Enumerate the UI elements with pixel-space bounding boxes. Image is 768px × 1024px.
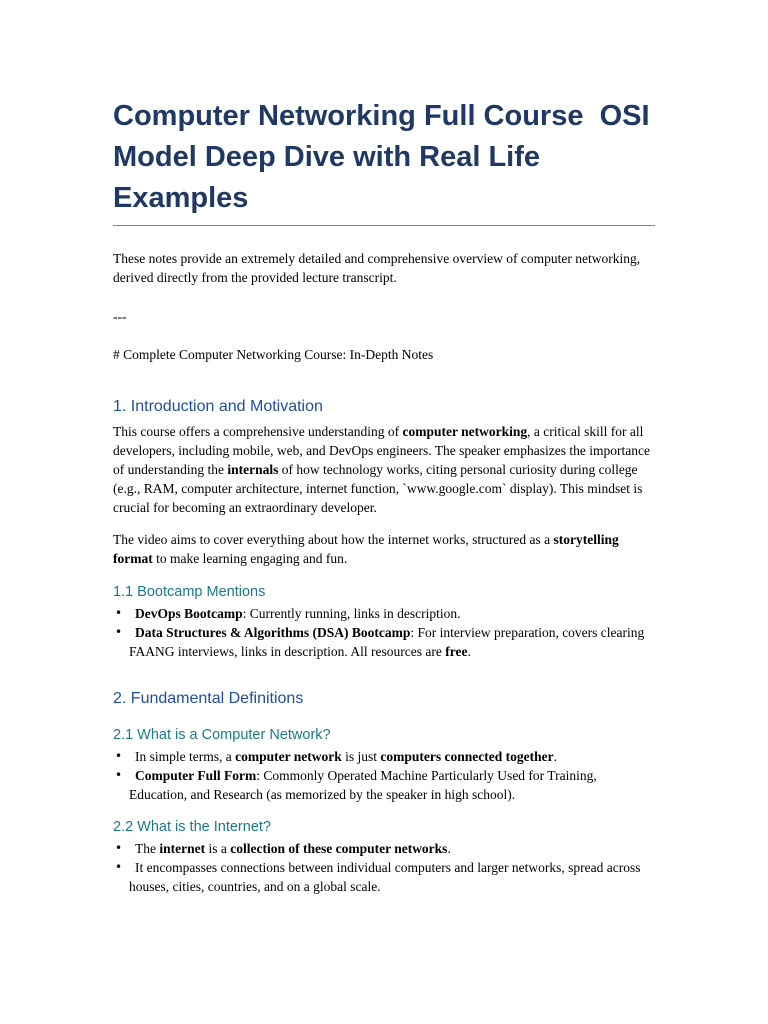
- list-item: • DevOps Bootcamp: Currently running, links in description.: [115, 606, 461, 621]
- bullet-icon: •: [115, 749, 123, 763]
- bullet-icon: •: [115, 841, 123, 855]
- bootcamp-list: [113, 604, 655, 661]
- bullet-icon: •: [115, 625, 123, 639]
- internet-list: [113, 839, 655, 896]
- document-title: Computer Networking Full Course OSI Model Deep Dive with Real Life Examples: [113, 96, 655, 226]
- list-item: • In simple terms, a computer network is just computers connected together.: [115, 749, 557, 764]
- list-item: • It encompasses connections between individual computers and larger networks, spread across houses, cities, countries, and on a global scale.: [115, 860, 641, 894]
- list-item: • Data Structures & Algorithms (DSA) Bootcamp: For interview preparation, covers clearing FAANG interviews, links in description. All resources are free.: [115, 625, 645, 659]
- bullet-icon: •: [115, 768, 123, 782]
- document-content: [113, 96, 658, 896]
- intro-paragraph: These notes provide an extremely detailed and comprehensive overview of computer networking, derived directly from the provided lecture transcript.: [113, 251, 641, 285]
- section-heading-introduction: 1. Introduction and Motivation: [113, 398, 323, 415]
- list-item: • The internet is a collection of these computer networks.: [115, 841, 451, 856]
- video-paragraph: The video aims to cover everything about how the internet works, structured as a storytelling format to make learning engaging and fun.: [113, 532, 619, 566]
- subsection-heading-bootcamp: 1.1 Bootcamp Mentions: [113, 584, 266, 600]
- course-paragraph: This course offers a comprehensive understanding of computer networking, a critical skill for all developers, including mobile, web, and DevOps engineers. The speaker emphasizes the importance of understanding the internals of how technology works, citing personal curiosity during college (e.g., RAM, computer architecture, internet function, `www.google.com` display). This mindset is crucial for becoming an extraordinary developer.: [113, 424, 650, 515]
- course-heading-line: # Complete Computer Networking Course: In-Depth Notes: [113, 347, 434, 362]
- separator-line: ---: [113, 309, 127, 324]
- list-item: • Computer Full Form: Commonly Operated Machine Particularly Used for Training, Education, and Research (as memorized by the speaker in high school).: [115, 768, 597, 802]
- subsection-heading-computer-network: 2.1 What is a Computer Network?: [113, 727, 331, 743]
- bullet-icon: •: [115, 860, 123, 874]
- subsection-heading-internet: 2.2 What is the Internet?: [113, 819, 271, 835]
- section-heading-fundamental-definitions: 2. Fundamental Definitions: [113, 690, 304, 707]
- computer-network-list: [113, 747, 655, 804]
- bullet-icon: •: [115, 606, 123, 620]
